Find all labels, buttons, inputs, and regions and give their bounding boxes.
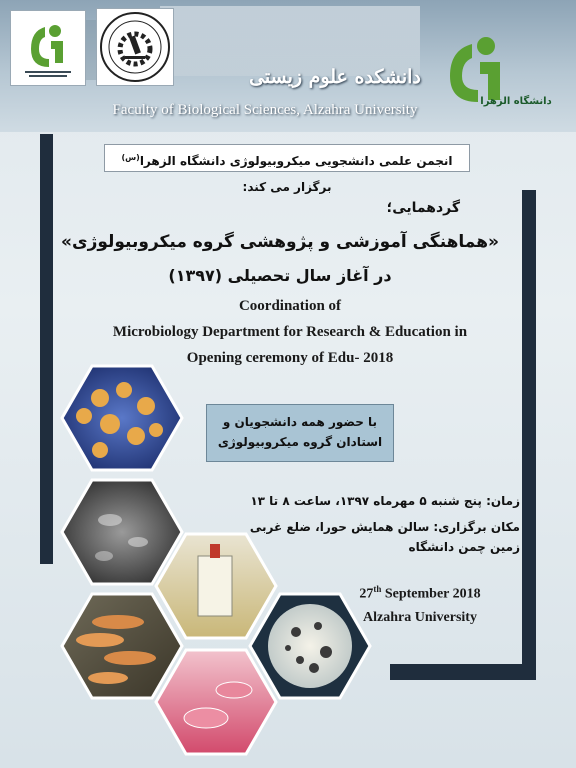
event-title-en-3: Opening ceremony of Edu- 2018 (186, 350, 394, 366)
event-title-en-2: Microbiology Department for Research & Education in (112, 324, 468, 340)
frame-bar-right (522, 190, 536, 680)
microbiology-society-logo (96, 8, 174, 86)
guests-box (206, 404, 394, 462)
event-intro: گردهمایی؛ (386, 200, 460, 216)
event-date-month-year: September 2018 (381, 586, 481, 602)
guests-line-2: استادان گروه میکروبیولوژی (217, 435, 383, 449)
university-cultural-logo (10, 10, 86, 86)
event-date-day: 27 (359, 586, 374, 602)
event-place-line-1: مکان برگزاری: سالن همایش حورا، ضلع غربی (249, 520, 520, 534)
event-date-en (330, 584, 510, 603)
event-title-en-1: Coordination of (238, 298, 342, 314)
faculty-title-fa: دانشکده علوم زیستی (249, 66, 421, 88)
announcement-text: انجمن علمی دانشجویی میکروبیولوژی دانشگاه الزهرا (139, 154, 453, 168)
mushrooms-image (62, 594, 182, 698)
event-date-suffix: th (373, 584, 382, 594)
sem-microbes-image (62, 480, 182, 584)
guests-line-1: با حضور همه دانشجویان و (222, 415, 378, 429)
announcement-suffix: برگزار می کند: (242, 180, 332, 194)
event-title-fa: «هماهنگی آموزشی و پژوهشی گروه میکروبیولوژی» (61, 232, 499, 252)
alzahra-name-fa: دانشگاه الزهرا (480, 96, 552, 107)
event-time: زمان: پنج شنبه ۵ مهرماه ۱۳۹۷، ساعت ۸ تا ۱۳ (250, 494, 520, 508)
event-subtitle-fa: در آغاز سال تحصیلی (۱۳۹۷) (168, 266, 392, 285)
bacterial-colonies-plate-image (62, 366, 182, 470)
frame-bar-bottom (390, 664, 536, 680)
event-place-line-2: زمین چمن دانشگاه (408, 540, 520, 554)
organizer-announcement (104, 144, 470, 194)
university-name-en: Alzahra University (363, 610, 477, 625)
pink-culture-flasks-image (156, 650, 276, 754)
faculty-title-en: Faculty of Biological Sciences, Alzahra University (112, 102, 418, 118)
announcement-honorific: (س) (121, 153, 140, 162)
